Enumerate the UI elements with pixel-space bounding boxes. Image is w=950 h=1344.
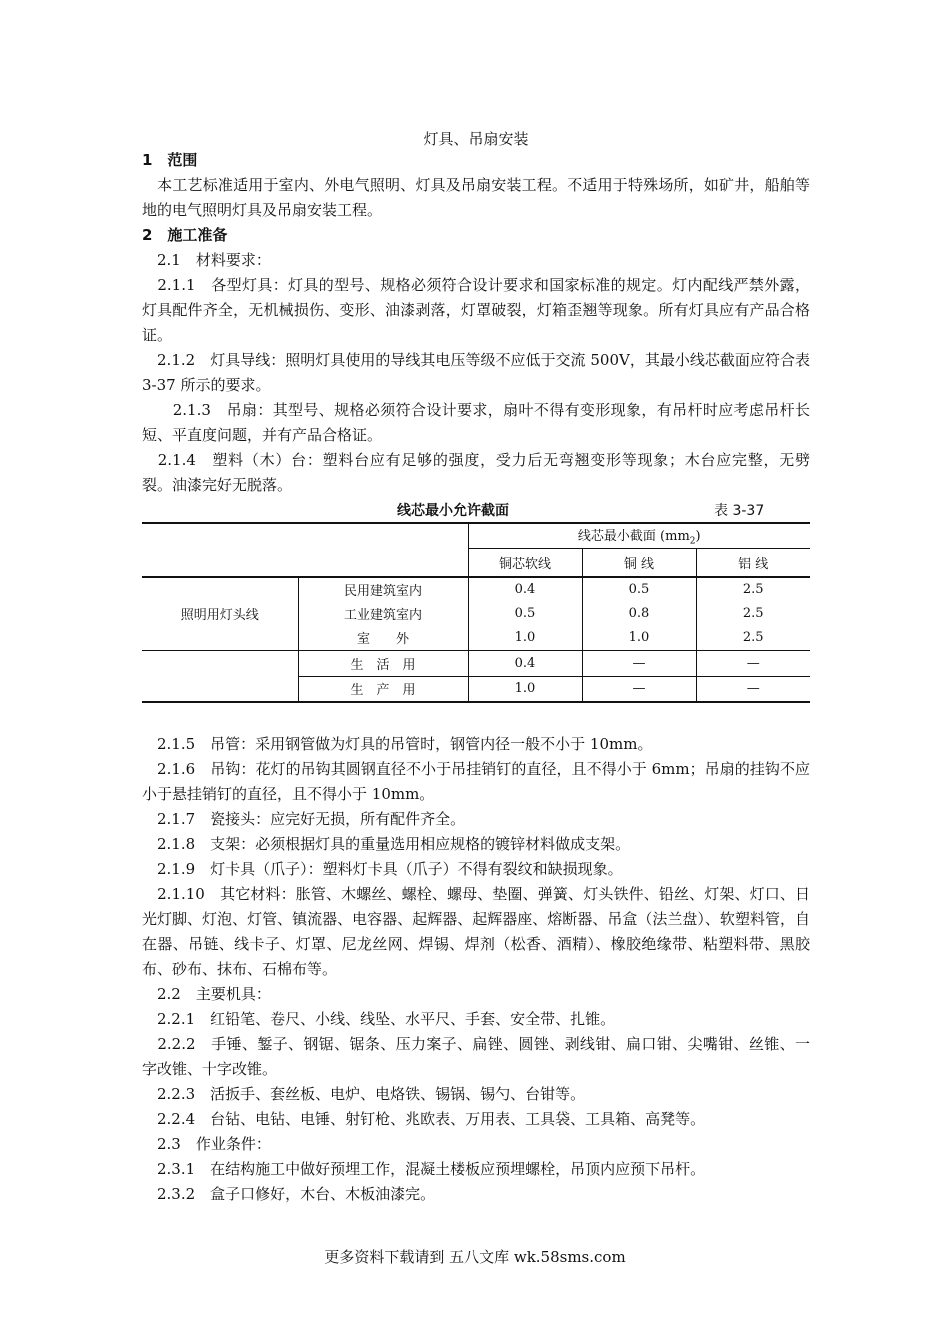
table-cell: —	[582, 676, 696, 702]
table-corner	[142, 523, 468, 577]
row-group-blank	[142, 650, 298, 702]
para-2-1-5: 2.1.5 吊管：采用钢管做为灯具的吊管时，钢管内径一般不小于 10mm。	[142, 735, 653, 753]
para-2-2-1: 2.2.1 红铅笔、卷尺、小线、线坠、水平尺、手套、安全带、扎锥。	[142, 1010, 616, 1028]
para-2-1-8: 2.1.8 支架：必须根据灯具的重量选用相应规格的镀锌材料做成支架。	[142, 835, 631, 853]
table-cell: 2.5	[696, 626, 810, 651]
row-label: 民用建筑室内	[298, 577, 468, 602]
table-cell: 0.8	[582, 602, 696, 626]
wire-section-table	[142, 522, 810, 703]
row-label: 室 外	[298, 626, 468, 651]
para-2-2-2: 2.2.2 手锤、錾子、钢锯、锯条、压力案子、扁锉、圆锉、剥线钳、扁口钳、尖嘴钳、丝锥、一字改锥、十字改锥。	[142, 1035, 810, 1078]
para-2-2-4: 2.2.4 台钻、电钻、电锤、射钉枪、兆欧表、万用表、工具袋、工具箱、高凳等。	[142, 1110, 706, 1128]
row-group-label: 照明用灯头线	[142, 577, 298, 651]
table-cell: 0.5	[468, 602, 582, 626]
table-cell: —	[696, 676, 810, 702]
table-group-header: 线芯最小截面 $(mm_2)$	[468, 523, 810, 549]
para-2-1-7: 2.1.7 瓷接头：应完好无损，所有配件齐全。	[142, 810, 466, 828]
para-2-3: 2.3 作业条件：	[142, 1135, 271, 1153]
table-cell: 1.0	[468, 626, 582, 651]
para-2-1: 2.1 材料要求：	[142, 251, 271, 269]
col-header: 铜芯软线	[468, 549, 582, 577]
table-caption	[142, 500, 810, 520]
row-label: 生 产 用	[298, 676, 468, 702]
table-cell: 0.4	[468, 577, 582, 602]
para-2-1-6: 2.1.6 吊钩：花灯的吊钩其圆钢直径不小于吊挂销钉的直径，且不得小于 6mm；吊扇的挂钩不应小于悬挂销钉的直径，且不得小于 10mm。	[142, 760, 810, 803]
page-footer: 更多资料下载请到 五八文库 wk.58sms.com	[324, 1248, 626, 1266]
para-2-3-1: 2.3.1 在结构施工中做好预埋工作，混凝土楼板应预埋螺栓，吊顶内应预下吊杆。	[142, 1160, 706, 1178]
table-cell: 2.5	[696, 602, 810, 626]
row-label: 生 活 用	[298, 650, 468, 676]
para-2-1-3: 2.1.3 吊扇：其型号、规格必须符合设计要求，扇叶不得有变形现象，有吊杆时应考虑吊杆长短、平直度问题，并有产品合格证。	[142, 401, 810, 444]
para-2-3-2: 2.3.2 盒子口修好，木台、木板油漆完。	[142, 1185, 436, 1203]
table-title: 线芯最小允许截面	[397, 503, 509, 519]
col-header: 铜 线	[582, 549, 696, 577]
table-cell: 1.0	[468, 676, 582, 702]
section-1-heading: 1 范围	[142, 151, 198, 169]
col-header: 铝 线	[696, 549, 810, 577]
para-2-1-10: 2.1.10 其它材料：胀管、木螺丝、螺栓、螺母、垫圈、弹簧、灯头铁件、铅丝、灯架、灯口、日光灯脚、灯泡、灯管、镇流器、电容器、起辉器、起辉器座、熔断器、吊盒（法兰盘）、软塑料管，自在器、吊链、线卡子、灯罩、尼龙丝网、焊锡、焊剂（松香、酒精）、橡胶绝缘带、粘塑料带、黑胶布、砂布、抹布、石棉布等。	[142, 885, 810, 978]
table-cell: 0.4	[468, 650, 582, 676]
row-label: 工业建筑室内	[298, 602, 468, 626]
para-2-1-2: 2.1.2 灯具导线：照明灯具使用的导线其电压等级不应低于交流 500V，其最小线芯截面应符合表 3-37 所示的要求。	[142, 351, 810, 394]
table-number: 表 3-37	[714, 503, 765, 519]
para-2-1-4: 2.1.4 塑料（木）台：塑料台应有足够的强度，受力后无弯翘变形等现象；木台应完整，无劈裂。油漆完好无脱落。	[142, 451, 810, 494]
table-cell: 1.0	[582, 626, 696, 651]
table-cell: 2.5	[696, 577, 810, 602]
doc-title: 灯具、吊扇安装	[423, 130, 529, 148]
section-1-text: 本工艺标准适用于室内、外电气照明、灯具及吊扇安装工程。不适用于特殊场所，如矿井，船舶等地的电气照明灯具及吊扇安装工程。	[142, 176, 810, 219]
para-2-1-9: 2.1.9 灯卡具（爪子）：塑料灯卡具（爪子）不得有裂纹和缺损现象。	[142, 860, 623, 878]
table-cell: 0.5	[582, 577, 696, 602]
para-2-1-1: 2.1.1 各型灯具：灯具的型号、规格必须符合设计要求和国家标准的规定。灯内配线严禁外露，灯具配件齐全，无机械损伤、变形、油漆剥落，灯罩破裂，灯箱歪翘等现象。所有灯具应有产品合格证。	[142, 276, 810, 344]
para-2-2-3: 2.2.3 活扳手、套丝板、电炉、电烙铁、锡锅、锡勺、台钳等。	[142, 1085, 586, 1103]
para-2-2: 2.2 主要机具：	[142, 985, 271, 1003]
table-cell: —	[696, 650, 810, 676]
section-2-heading: 2 施工准备	[142, 226, 228, 244]
table-cell: —	[582, 650, 696, 676]
